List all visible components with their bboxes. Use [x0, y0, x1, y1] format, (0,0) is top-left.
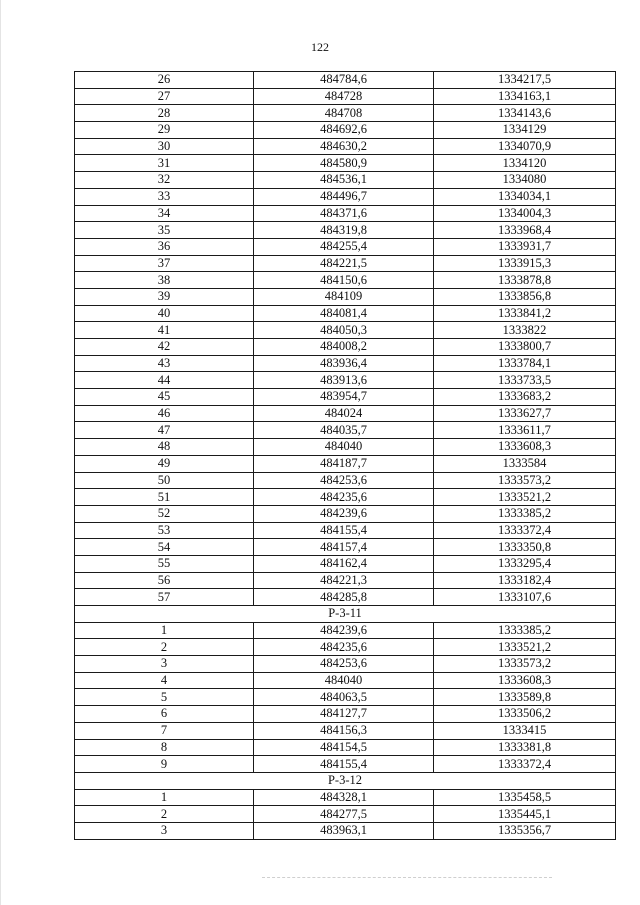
y-coordinate-cell: 1333381,8: [434, 739, 616, 756]
table-row: [75, 756, 616, 773]
point-number-cell: 48: [75, 439, 254, 456]
y-coordinate-cell: 1333182,4: [434, 572, 616, 589]
x-coordinate-cell: 484285,8: [254, 589, 434, 606]
y-coordinate-cell: 1333683,2: [434, 389, 616, 406]
y-coordinate-cell: 1333107,6: [434, 589, 616, 606]
table-row: [75, 422, 616, 439]
table-row: [75, 305, 616, 322]
table-row: [75, 205, 616, 222]
y-coordinate-cell: 1333350,8: [434, 539, 616, 556]
y-coordinate-cell: 1334163,1: [434, 88, 616, 105]
table-row: [75, 806, 616, 823]
y-coordinate-cell: 1333608,3: [434, 672, 616, 689]
table-row: [75, 122, 616, 139]
table-row: [75, 739, 616, 756]
y-coordinate-cell: 1333372,4: [434, 522, 616, 539]
table-row: [75, 622, 616, 639]
y-coordinate-cell: 1333611,7: [434, 422, 616, 439]
y-coordinate-cell: 1333608,3: [434, 439, 616, 456]
page-number: 122: [311, 40, 329, 54]
table-row: [75, 105, 616, 122]
table-row: [75, 372, 616, 389]
table-row: [75, 138, 616, 155]
x-coordinate-cell: 484255,4: [254, 238, 434, 255]
x-coordinate-cell: 484156,3: [254, 722, 434, 739]
table-row: [75, 222, 616, 239]
x-coordinate-cell: 484692,6: [254, 122, 434, 139]
point-number-cell: 2: [75, 806, 254, 823]
y-coordinate-cell: 1334143,6: [434, 105, 616, 122]
x-coordinate-cell: 484155,4: [254, 522, 434, 539]
y-coordinate-cell: 1334120: [434, 155, 616, 172]
table-row: [75, 555, 616, 572]
x-coordinate-cell: 484162,4: [254, 555, 434, 572]
y-coordinate-cell: 1333915,3: [434, 255, 616, 272]
y-coordinate-cell: 1335445,1: [434, 806, 616, 823]
point-number-cell: 57: [75, 589, 254, 606]
x-coordinate-cell: 484150,6: [254, 272, 434, 289]
table-row: [75, 789, 616, 806]
point-number-cell: 54: [75, 539, 254, 556]
y-coordinate-cell: 1333372,4: [434, 756, 616, 773]
point-number-cell: 6: [75, 706, 254, 723]
point-number-cell: 1: [75, 789, 254, 806]
table-row: [75, 522, 616, 539]
table-row: [75, 255, 616, 272]
table-row: [75, 88, 616, 105]
y-coordinate-cell: 1334034,1: [434, 188, 616, 205]
point-number-cell: 34: [75, 205, 254, 222]
point-number-cell: 8: [75, 739, 254, 756]
x-coordinate-cell: 484154,5: [254, 739, 434, 756]
table-row: [75, 322, 616, 339]
table-row: [75, 238, 616, 255]
coordinates-table-body: [75, 72, 616, 840]
x-coordinate-cell: 484040: [254, 439, 434, 456]
section-title: Р-3-12: [75, 772, 616, 789]
x-coordinate-cell: 484063,5: [254, 689, 434, 706]
x-coordinate-cell: 484127,7: [254, 706, 434, 723]
x-coordinate-cell: 484035,7: [254, 422, 434, 439]
point-number-cell: 3: [75, 656, 254, 673]
point-number-cell: 41: [75, 322, 254, 339]
x-coordinate-cell: 484580,9: [254, 155, 434, 172]
x-coordinate-cell: 484157,4: [254, 539, 434, 556]
point-number-cell: 38: [75, 272, 254, 289]
x-coordinate-cell: 484239,6: [254, 622, 434, 639]
x-coordinate-cell: 484371,6: [254, 205, 434, 222]
table-row: [75, 339, 616, 356]
table-row: [75, 288, 616, 305]
point-number-cell: 53: [75, 522, 254, 539]
y-coordinate-cell: 1333385,2: [434, 622, 616, 639]
x-coordinate-cell: 483913,6: [254, 372, 434, 389]
x-coordinate-cell: 484728: [254, 88, 434, 105]
table-row: [75, 489, 616, 506]
y-coordinate-cell: 1334004,3: [434, 205, 616, 222]
x-coordinate-cell: 484253,6: [254, 472, 434, 489]
point-number-cell: 49: [75, 455, 254, 472]
point-number-cell: 39: [75, 288, 254, 305]
y-coordinate-cell: 1333415: [434, 722, 616, 739]
y-coordinate-cell: 1335356,7: [434, 822, 616, 839]
point-number-cell: 28: [75, 105, 254, 122]
x-coordinate-cell: 484328,1: [254, 789, 434, 806]
point-number-cell: 42: [75, 339, 254, 356]
point-number-cell: 1: [75, 622, 254, 639]
point-number-cell: 7: [75, 722, 254, 739]
x-coordinate-cell: 484235,6: [254, 639, 434, 656]
point-number-cell: 4: [75, 672, 254, 689]
table-row: [75, 439, 616, 456]
x-coordinate-cell: 484155,4: [254, 756, 434, 773]
x-coordinate-cell: 484109: [254, 288, 434, 305]
point-number-cell: 27: [75, 88, 254, 105]
table-row: [75, 172, 616, 189]
point-number-cell: 50: [75, 472, 254, 489]
table-row: [75, 72, 616, 89]
coordinates-table: [74, 71, 616, 840]
y-coordinate-cell: 1333968,4: [434, 222, 616, 239]
point-number-cell: 51: [75, 489, 254, 506]
y-coordinate-cell: 1333589,8: [434, 689, 616, 706]
y-coordinate-cell: 1333856,8: [434, 288, 616, 305]
table-row: [75, 472, 616, 489]
y-coordinate-cell: 1335458,5: [434, 789, 616, 806]
x-coordinate-cell: 484024: [254, 405, 434, 422]
y-coordinate-cell: 1333627,7: [434, 405, 616, 422]
x-coordinate-cell: 484253,6: [254, 656, 434, 673]
point-number-cell: 46: [75, 405, 254, 422]
point-number-cell: 56: [75, 572, 254, 589]
point-number-cell: 32: [75, 172, 254, 189]
table-row: [75, 689, 616, 706]
table-row: [75, 539, 616, 556]
table-row: [75, 822, 616, 839]
table-row: [75, 572, 616, 589]
x-coordinate-cell: 484630,2: [254, 138, 434, 155]
section-header-row: [75, 606, 616, 623]
scan-edge: [0, 0, 1, 905]
table-row: [75, 672, 616, 689]
point-number-cell: 36: [75, 238, 254, 255]
table-row: [75, 639, 616, 656]
y-coordinate-cell: 1333573,2: [434, 656, 616, 673]
y-coordinate-cell: 1333733,5: [434, 372, 616, 389]
y-coordinate-cell: 1333784,1: [434, 355, 616, 372]
point-number-cell: 9: [75, 756, 254, 773]
point-number-cell: 3: [75, 822, 254, 839]
y-coordinate-cell: 1334070,9: [434, 138, 616, 155]
point-number-cell: 30: [75, 138, 254, 155]
point-number-cell: 55: [75, 555, 254, 572]
point-number-cell: 37: [75, 255, 254, 272]
table-row: [75, 355, 616, 372]
section-title: Р-3-11: [75, 606, 616, 623]
y-coordinate-cell: 1333295,4: [434, 555, 616, 572]
point-number-cell: 5: [75, 689, 254, 706]
x-coordinate-cell: 484221,3: [254, 572, 434, 589]
point-number-cell: 33: [75, 188, 254, 205]
point-number-cell: 45: [75, 389, 254, 406]
table-row: [75, 589, 616, 606]
table-row: [75, 455, 616, 472]
x-coordinate-cell: 483963,1: [254, 822, 434, 839]
table-row: [75, 272, 616, 289]
x-coordinate-cell: 484221,5: [254, 255, 434, 272]
point-number-cell: 35: [75, 222, 254, 239]
x-coordinate-cell: 484040: [254, 672, 434, 689]
table-row: [75, 706, 616, 723]
y-coordinate-cell: 1334217,5: [434, 72, 616, 89]
point-number-cell: 47: [75, 422, 254, 439]
x-coordinate-cell: 484496,7: [254, 188, 434, 205]
x-coordinate-cell: 484708: [254, 105, 434, 122]
x-coordinate-cell: 484536,1: [254, 172, 434, 189]
y-coordinate-cell: 1333584: [434, 455, 616, 472]
x-coordinate-cell: 484319,8: [254, 222, 434, 239]
y-coordinate-cell: 1334129: [434, 122, 616, 139]
y-coordinate-cell: 1334080: [434, 172, 616, 189]
y-coordinate-cell: 1333521,2: [434, 639, 616, 656]
point-number-cell: 31: [75, 155, 254, 172]
y-coordinate-cell: 1333573,2: [434, 472, 616, 489]
table-row: [75, 389, 616, 406]
x-coordinate-cell: 483954,7: [254, 389, 434, 406]
y-coordinate-cell: 1333931,7: [434, 238, 616, 255]
y-coordinate-cell: 1333800,7: [434, 339, 616, 356]
point-number-cell: 26: [75, 72, 254, 89]
y-coordinate-cell: 1333822: [434, 322, 616, 339]
x-coordinate-cell: 484784,6: [254, 72, 434, 89]
x-coordinate-cell: 484277,5: [254, 806, 434, 823]
x-coordinate-cell: 483936,4: [254, 355, 434, 372]
x-coordinate-cell: 484081,4: [254, 305, 434, 322]
x-coordinate-cell: 484008,2: [254, 339, 434, 356]
y-coordinate-cell: 1333506,2: [434, 706, 616, 723]
y-coordinate-cell: 1333841,2: [434, 305, 616, 322]
point-number-cell: 2: [75, 639, 254, 656]
table-row: [75, 155, 616, 172]
point-number-cell: 44: [75, 372, 254, 389]
table-row: [75, 505, 616, 522]
point-number-cell: 52: [75, 505, 254, 522]
x-coordinate-cell: 484239,6: [254, 505, 434, 522]
point-number-cell: 29: [75, 122, 254, 139]
section-header-row: [75, 772, 616, 789]
table-row: [75, 405, 616, 422]
x-coordinate-cell: 484050,3: [254, 322, 434, 339]
point-number-cell: 43: [75, 355, 254, 372]
table-row: [75, 656, 616, 673]
y-coordinate-cell: 1333385,2: [434, 505, 616, 522]
x-coordinate-cell: 484187,7: [254, 455, 434, 472]
table-row: [75, 722, 616, 739]
y-coordinate-cell: 1333521,2: [434, 489, 616, 506]
point-number-cell: 40: [75, 305, 254, 322]
table-row: [75, 188, 616, 205]
x-coordinate-cell: 484235,6: [254, 489, 434, 506]
scan-artifact-line: [262, 877, 552, 879]
y-coordinate-cell: 1333878,8: [434, 272, 616, 289]
